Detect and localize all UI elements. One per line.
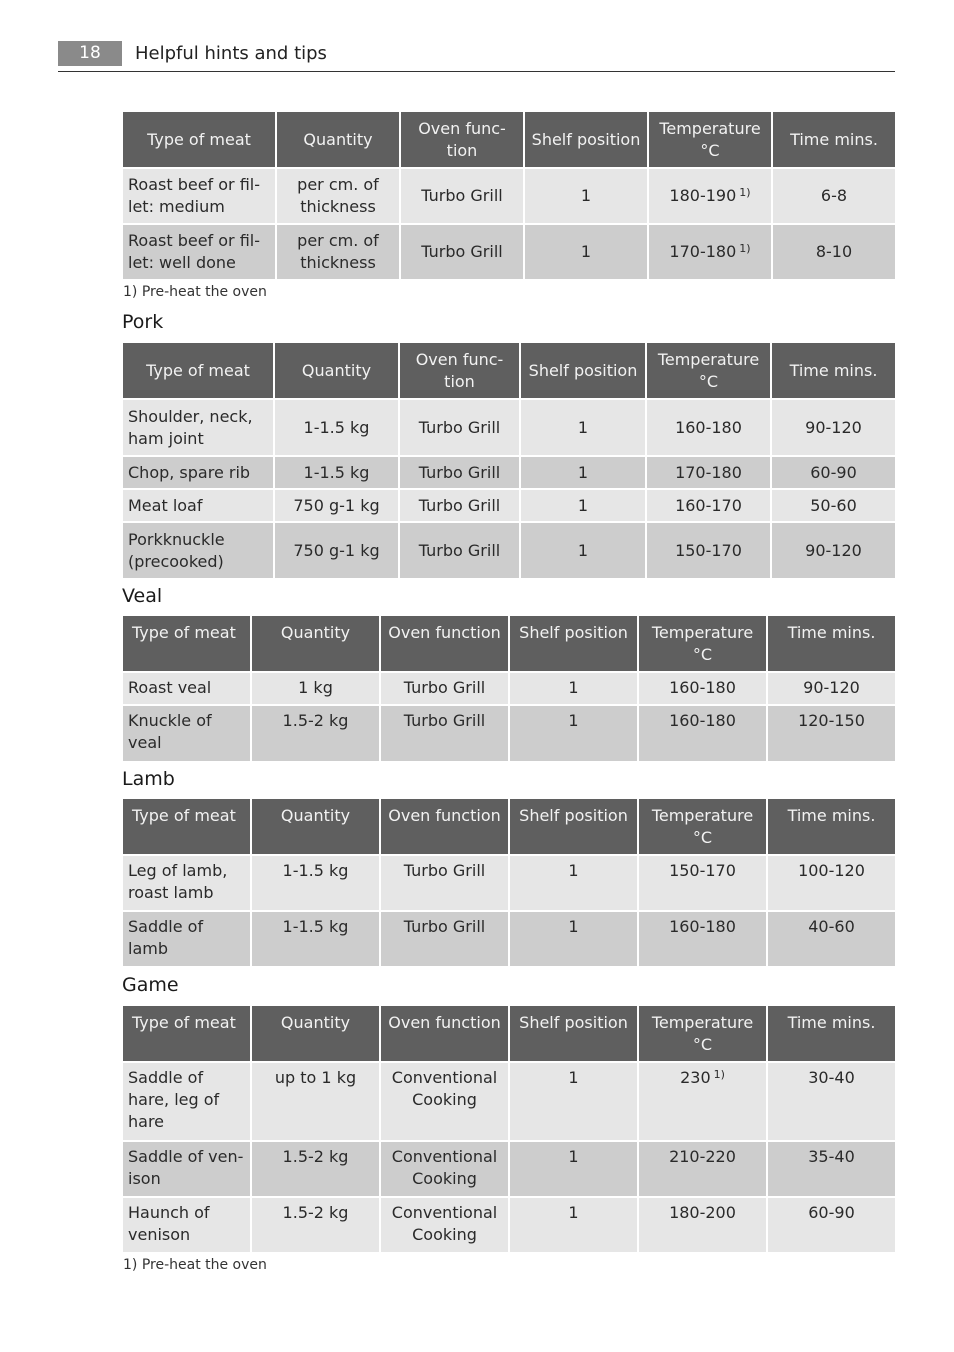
table-cell: Roast beef or fil- let: well done	[123, 225, 275, 279]
table-header-row	[123, 799, 895, 854]
column-header: Oven function	[381, 1006, 508, 1061]
table-cell: Porkknuckle (precooked)	[123, 523, 273, 578]
column-header: Type of meat	[123, 343, 273, 398]
table-cell: 30-40	[768, 1063, 895, 1140]
table-row	[123, 225, 895, 279]
table-cell: 1	[521, 400, 645, 455]
table-cell: 8-10	[773, 225, 895, 279]
table-cell	[639, 1063, 766, 1140]
table-cell: Turbo Grill	[400, 457, 519, 488]
table-cell: Turbo Grill	[381, 673, 508, 704]
table-cell: up to 1 kg	[252, 1063, 379, 1140]
table-cell: 6-8	[773, 169, 895, 223]
page-number: 18	[58, 41, 122, 66]
table-cell: 1-1.5 kg	[252, 912, 379, 966]
column-header: Temperature °C	[639, 1006, 766, 1061]
table-cell: Turbo Grill	[400, 490, 519, 521]
column-header: Temperature °C	[639, 799, 766, 854]
table-row	[123, 706, 895, 761]
column-header: Shelf position	[510, 1006, 637, 1061]
footnote-mark: 1)	[739, 242, 751, 255]
table-cell: 90-120	[768, 673, 895, 704]
table-cell: 1-1.5 kg	[252, 856, 379, 910]
column-header: Quantity	[277, 112, 399, 167]
table-cell: Chop, spare rib	[123, 457, 273, 488]
table-cell: Leg of lamb, roast lamb	[123, 856, 250, 910]
table-cell: 1	[521, 523, 645, 578]
section-title-game: Game	[122, 974, 179, 996]
page-header	[58, 40, 895, 72]
table-cell: Turbo Grill	[400, 523, 519, 578]
pork-table	[121, 341, 897, 580]
table-cell: 1	[510, 1063, 637, 1140]
column-header: Shelf position	[510, 799, 637, 854]
table-cell: per cm. of thickness	[277, 225, 399, 279]
table-cell: 750 g-1 kg	[275, 490, 398, 521]
table-row	[123, 169, 895, 223]
table-cell: Shoulder, neck, ham joint	[123, 400, 273, 455]
footnote: 1) Pre-heat the oven	[123, 1257, 267, 1273]
beef-table	[121, 110, 897, 281]
footnote-mark: 1)	[713, 1068, 725, 1081]
column-header: Oven function	[381, 799, 508, 854]
column-header: Temperature °C	[649, 112, 771, 167]
footnote-mark: 1)	[739, 186, 751, 199]
temperature-value: 170-180	[669, 242, 737, 261]
table-cell: 50-60	[772, 490, 895, 521]
table-cell: 60-90	[772, 457, 895, 488]
table-cell: 1	[510, 912, 637, 966]
table-cell: 100-120	[768, 856, 895, 910]
table-row	[123, 912, 895, 966]
table-cell: 1	[525, 225, 647, 279]
table-cell: 35-40	[768, 1142, 895, 1196]
table-cell: 1-1.5 kg	[275, 400, 398, 455]
table-cell: 160-180	[639, 912, 766, 966]
table-row	[123, 1063, 895, 1140]
column-header: Shelf position	[510, 616, 637, 671]
table-row	[123, 457, 895, 488]
column-header: Quantity	[252, 799, 379, 854]
table-cell: Turbo Grill	[401, 225, 523, 279]
table-cell: 1	[510, 1142, 637, 1196]
table-cell: 1-1.5 kg	[275, 457, 398, 488]
temperature-value: 230	[680, 1068, 711, 1087]
column-header: Shelf position	[521, 343, 645, 398]
table-header-row	[123, 1006, 895, 1061]
table-cell: 1	[510, 706, 637, 761]
column-header: Time mins.	[768, 799, 895, 854]
table-cell: Knuckle of veal	[123, 706, 250, 761]
table-cell: 210-220	[639, 1142, 766, 1196]
table-cell: Turbo Grill	[400, 400, 519, 455]
table-cell: per cm. of thickness	[277, 169, 399, 223]
table-cell: 60-90	[768, 1198, 895, 1252]
table-row	[123, 400, 895, 455]
column-header: Time mins.	[772, 343, 895, 398]
table-row	[123, 490, 895, 521]
table-header-row	[123, 343, 895, 398]
column-header: Time mins.	[768, 1006, 895, 1061]
table-cell: 160-180	[639, 673, 766, 704]
section-title-veal: Veal	[122, 585, 163, 607]
temperature-value: 180-190	[669, 186, 737, 205]
veal-table	[121, 614, 897, 763]
table-cell: 160-170	[647, 490, 770, 521]
table-cell: 1.5-2 kg	[252, 1198, 379, 1252]
table-cell: 1.5-2 kg	[252, 1142, 379, 1196]
column-header: Oven function	[381, 616, 508, 671]
table-cell: 1	[521, 457, 645, 488]
table-header-row	[123, 616, 895, 671]
column-header: Oven func- tion	[401, 112, 523, 167]
table-cell: Haunch of venison	[123, 1198, 250, 1252]
column-header: Quantity	[275, 343, 398, 398]
column-header: Type of meat	[123, 1006, 250, 1061]
table-cell: Turbo Grill	[401, 169, 523, 223]
table-cell: 160-180	[647, 400, 770, 455]
table-cell: Roast beef or fil- let: medium	[123, 169, 275, 223]
table-cell: 180-200	[639, 1198, 766, 1252]
column-header: Quantity	[252, 1006, 379, 1061]
column-header: Quantity	[252, 616, 379, 671]
table-cell: Saddle of ven- ison	[123, 1142, 250, 1196]
table-cell: Turbo Grill	[381, 856, 508, 910]
table-cell: 150-170	[647, 523, 770, 578]
table-cell: 1	[525, 169, 647, 223]
table-cell: 160-180	[639, 706, 766, 761]
table-row	[123, 1198, 895, 1252]
table-cell: Saddle of hare, leg of hare	[123, 1063, 250, 1140]
table-header-row	[123, 112, 895, 167]
table-cell: 120-150	[768, 706, 895, 761]
table-row	[123, 1142, 895, 1196]
column-header: Time mins.	[773, 112, 895, 167]
table-cell: Conventional Cooking	[381, 1142, 508, 1196]
page-title: Helpful hints and tips	[135, 43, 327, 64]
table-cell: 1	[521, 490, 645, 521]
table-cell	[649, 169, 771, 223]
table-cell: Conventional Cooking	[381, 1198, 508, 1252]
table-cell: Meat loaf	[123, 490, 273, 521]
lamb-table	[121, 797, 897, 968]
column-header: Type of meat	[123, 112, 275, 167]
column-header: Type of meat	[123, 616, 250, 671]
table-row	[123, 856, 895, 910]
table-cell: 170-180	[647, 457, 770, 488]
table-cell: 40-60	[768, 912, 895, 966]
column-header: Time mins.	[768, 616, 895, 671]
footnote: 1) Pre-heat the oven	[123, 284, 267, 300]
table-cell: 1 kg	[252, 673, 379, 704]
table-cell: Turbo Grill	[381, 706, 508, 761]
table-cell: 750 g-1 kg	[275, 523, 398, 578]
table-cell: 1	[510, 1198, 637, 1252]
column-header: Temperature °C	[647, 343, 770, 398]
table-cell: 90-120	[772, 400, 895, 455]
column-header: Oven func- tion	[400, 343, 519, 398]
column-header: Temperature °C	[639, 616, 766, 671]
table-cell: Saddle of lamb	[123, 912, 250, 966]
table-row	[123, 673, 895, 704]
section-title-lamb: Lamb	[122, 768, 175, 790]
section-title-pork: Pork	[122, 311, 164, 333]
table-cell: 1	[510, 856, 637, 910]
game-table	[121, 1004, 897, 1254]
table-cell: 150-170	[639, 856, 766, 910]
column-header: Shelf position	[525, 112, 647, 167]
table-cell: Conventional Cooking	[381, 1063, 508, 1140]
table-cell: 1.5-2 kg	[252, 706, 379, 761]
table-cell: Roast veal	[123, 673, 250, 704]
table-cell: 1	[510, 673, 637, 704]
table-cell	[649, 225, 771, 279]
table-row	[123, 523, 895, 578]
table-cell: Turbo Grill	[381, 912, 508, 966]
column-header: Type of meat	[123, 799, 250, 854]
table-cell: 90-120	[772, 523, 895, 578]
